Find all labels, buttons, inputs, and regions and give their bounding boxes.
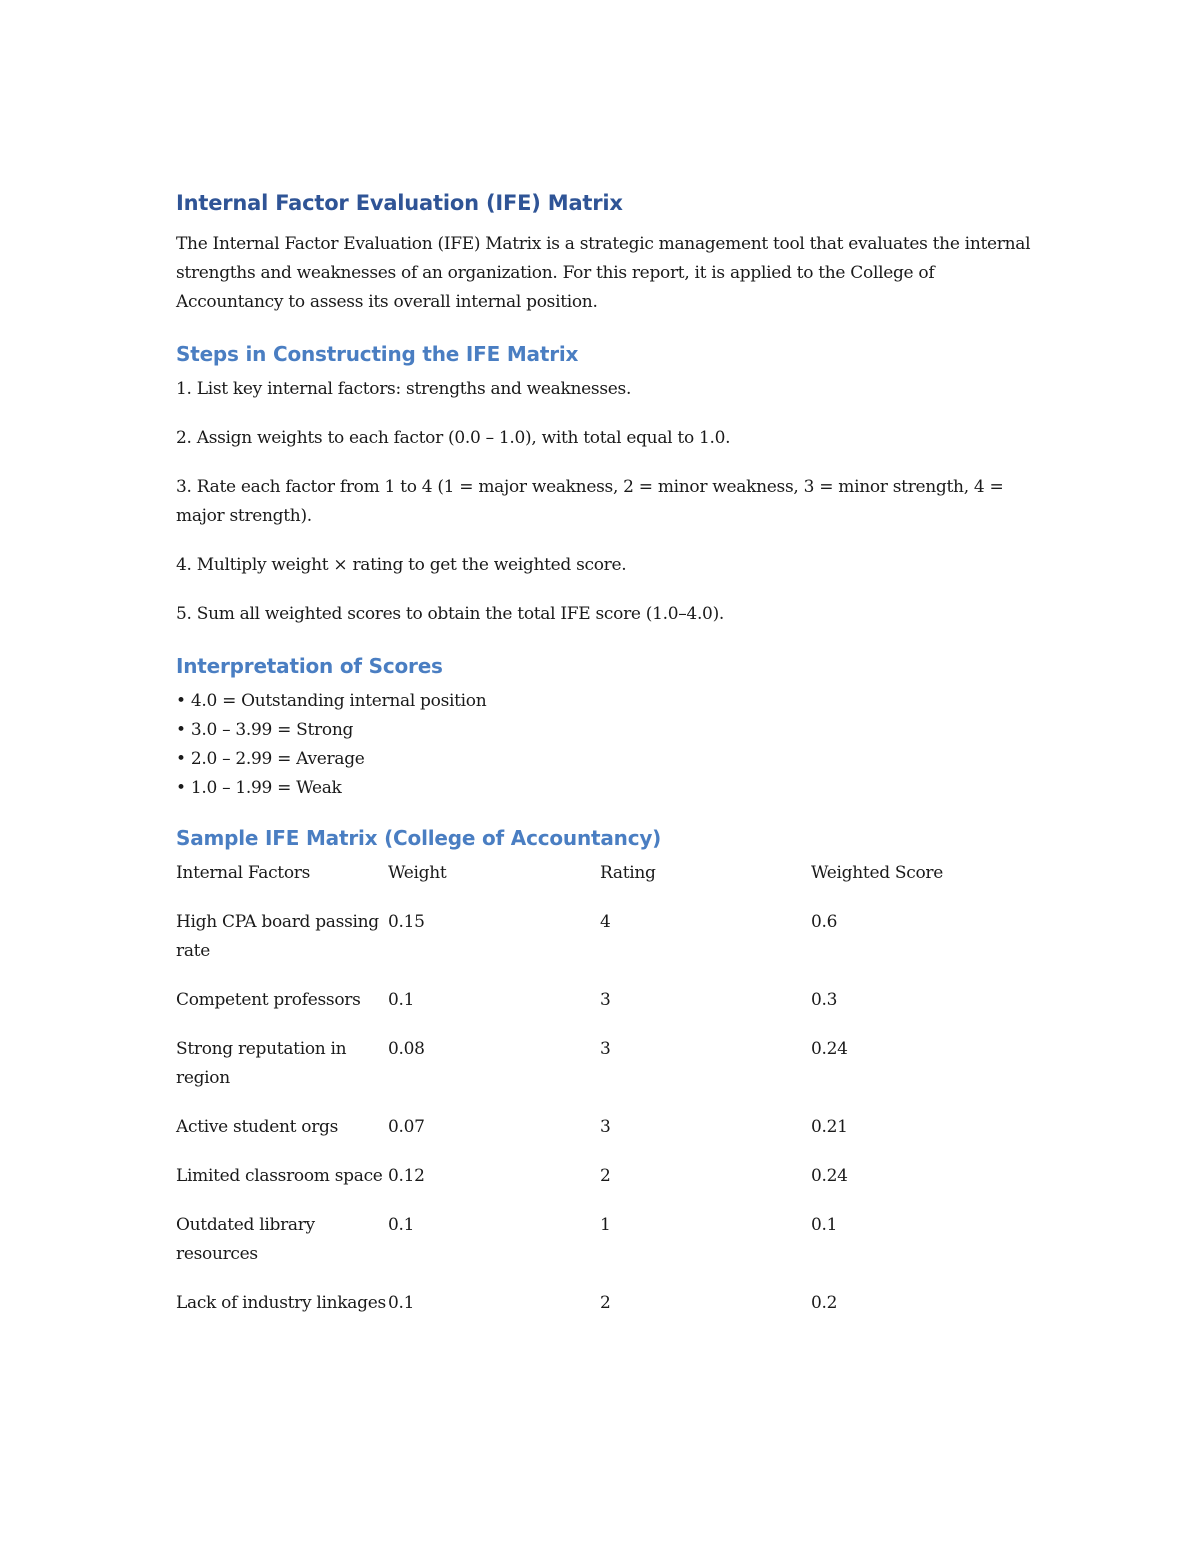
factor-cell: Limited classroom space	[176, 1166, 383, 1186]
sample-heading: Sample IFE Matrix (College of Accountancy)	[176, 826, 662, 850]
table-header-row	[176, 859, 1031, 908]
weight-cell: 0.1	[388, 1293, 415, 1313]
weighted-score-cell: 0.3	[811, 990, 838, 1010]
weight-cell: 0.1	[388, 1215, 415, 1235]
interpretation-item: • 3.0 – 3.99 = Strong	[176, 720, 354, 740]
factor-cell: High CPA board passing rate	[176, 912, 379, 961]
page-title: Internal Factor Evaluation (IFE) Matrix	[176, 191, 623, 215]
weight-cell: 0.12	[388, 1166, 425, 1186]
rating-cell: 3	[600, 990, 611, 1010]
column-header: Internal Factors	[176, 863, 311, 883]
rating-cell: 2	[600, 1293, 611, 1313]
weight-cell: 0.15	[388, 912, 425, 932]
table-row	[176, 1162, 1031, 1211]
table-row	[176, 1289, 1031, 1338]
intro-paragraph: The Internal Factor Evaluation (IFE) Matrix is a strategic management tool that evaluates the internal strengths and weaknesses of an organization. For this report, it is applied to the College of Accountancy to assess its overall internal position.	[176, 234, 1031, 312]
factor-cell: Lack of industry linkages	[176, 1293, 386, 1313]
step-item: 5. Sum all weighted scores to obtain the total IFE score (1.0–4.0).	[176, 604, 725, 624]
rating-cell: 3	[600, 1039, 611, 1059]
table-row	[176, 1113, 1031, 1162]
document-page	[176, 188, 1036, 1338]
table-row	[176, 908, 1031, 986]
steps-heading: Steps in Constructing the IFE Matrix	[176, 342, 579, 366]
step-item: 3. Rate each factor from 1 to 4 (1 = major weakness, 2 = minor weakness, 3 = minor strength, 4 = major strength).	[176, 477, 1004, 526]
rating-cell: 4	[600, 912, 611, 932]
column-header: Rating	[600, 863, 656, 883]
factor-cell: Active student orgs	[176, 1117, 339, 1137]
interpretation-heading: Interpretation of Scores	[176, 654, 443, 678]
table-row	[176, 1211, 1031, 1289]
step-item: 1. List key internal factors: strengths and weaknesses.	[176, 379, 632, 399]
column-header: Weight	[388, 863, 447, 883]
table-row	[176, 1035, 1031, 1113]
weighted-score-cell: 0.2	[811, 1293, 838, 1313]
weight-cell: 0.1	[388, 990, 415, 1010]
rating-cell: 3	[600, 1117, 611, 1137]
weighted-score-cell: 0.24	[811, 1039, 848, 1059]
weighted-score-cell: 0.21	[811, 1117, 848, 1137]
table-row	[176, 986, 1031, 1035]
weight-cell: 0.08	[388, 1039, 425, 1059]
step-item: 2. Assign weights to each factor (0.0 – 1.0), with total equal to 1.0.	[176, 428, 731, 448]
factor-cell: Strong reputation in region	[176, 1039, 347, 1088]
step-item: 4. Multiply weight × rating to get the weighted score.	[176, 555, 627, 575]
weighted-score-cell: 0.6	[811, 912, 838, 932]
weighted-score-cell: 0.1	[811, 1215, 838, 1235]
column-header: Weighted Score	[811, 863, 943, 883]
factor-cell: Outdated library resources	[176, 1215, 315, 1264]
interpretation-item: • 1.0 – 1.99 = Weak	[176, 778, 342, 798]
factor-cell: Competent professors	[176, 990, 361, 1010]
ife-matrix-table	[176, 859, 1031, 1338]
weight-cell: 0.07	[388, 1117, 425, 1137]
interpretation-item: • 2.0 – 2.99 = Average	[176, 749, 365, 769]
rating-cell: 2	[600, 1166, 611, 1186]
interpretation-list	[176, 687, 1036, 803]
weighted-score-cell: 0.24	[811, 1166, 848, 1186]
interpretation-item: • 4.0 = Outstanding internal position	[176, 691, 487, 711]
rating-cell: 1	[600, 1215, 611, 1235]
